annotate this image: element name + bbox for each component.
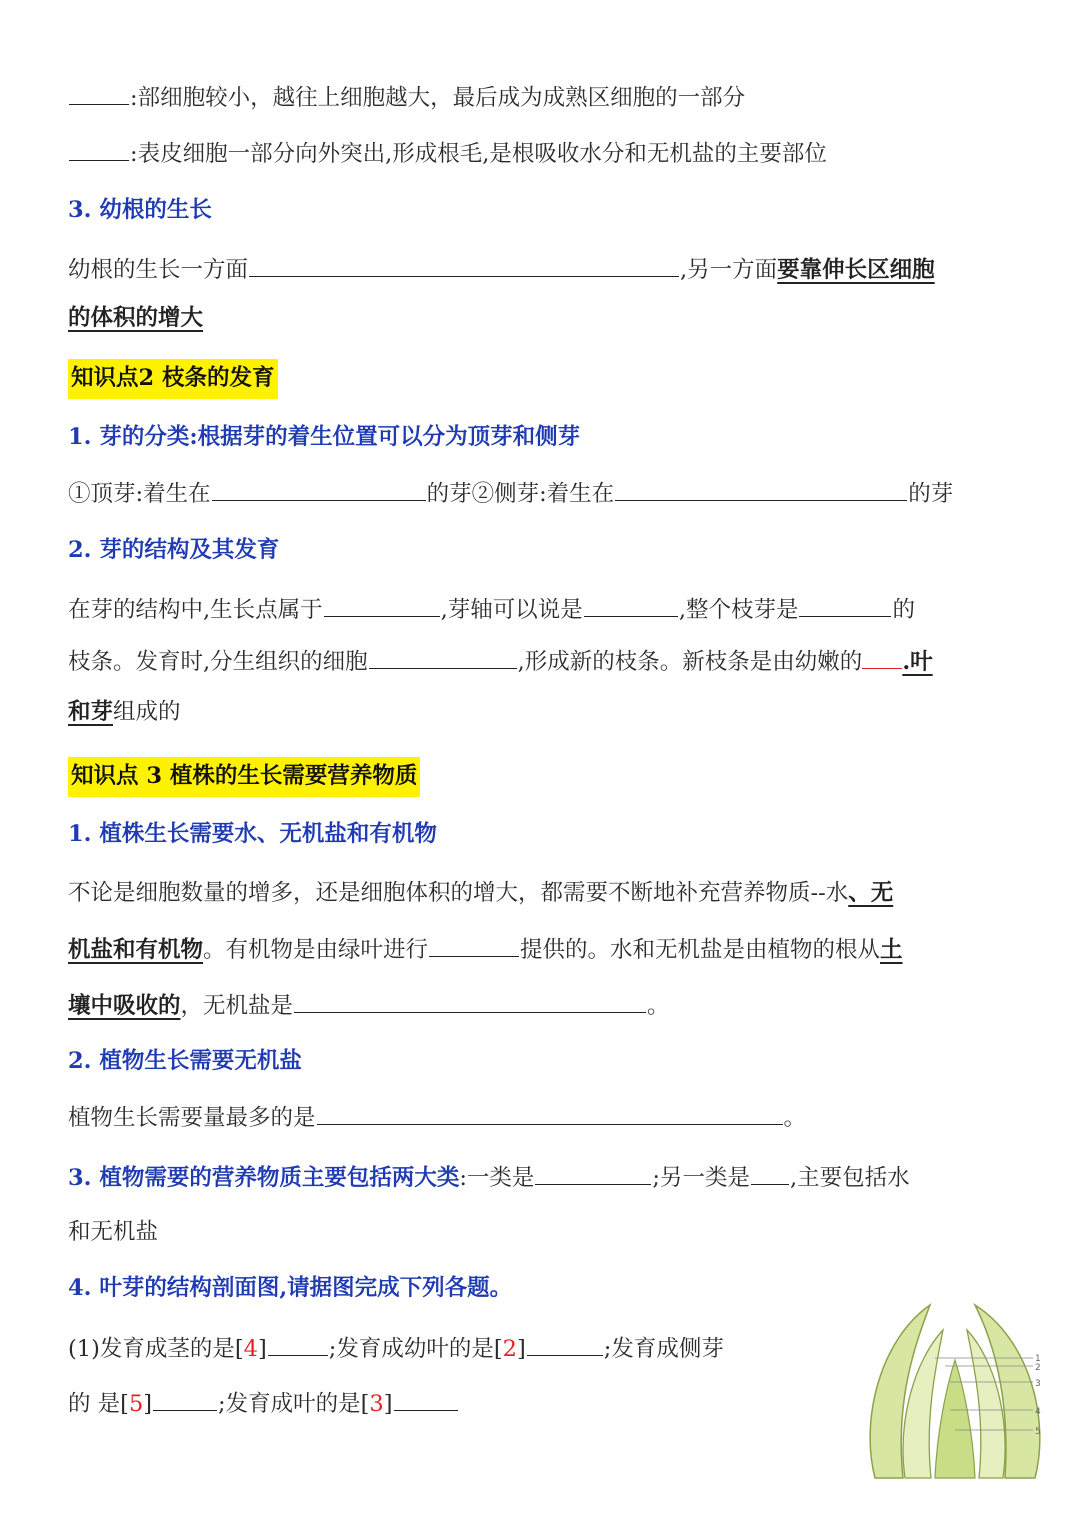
knowledge-point-title	[68, 761, 420, 791]
answer-blank[interactable]	[294, 990, 646, 1013]
line-text: 不论是细胞数量的增多，还是细胞体积的增大，都需要不断地补充营养物质--水	[68, 880, 849, 906]
text-line	[68, 990, 670, 1021]
answer-underlined: 壤中吸收的	[68, 993, 181, 1019]
answer-blank[interactable]	[615, 478, 907, 501]
answer-blank[interactable]	[535, 1162, 651, 1185]
answer-underlined: 要靠伸长区细胞	[777, 257, 935, 283]
answer-underlined: 土	[880, 937, 903, 963]
section-heading: 3. 幼根的生长	[68, 197, 212, 223]
line-text: ]	[383, 1391, 393, 1417]
highlighted-title: 知识点 3 植株的生长需要营养物质	[68, 757, 420, 797]
line-text: 。	[647, 993, 670, 1019]
line-text: :部细胞较小，越往上细胞越大，最后成为成熟区细胞的一部分	[130, 85, 746, 111]
answer-blank[interactable]	[527, 1333, 603, 1356]
answer-blank[interactable]	[69, 138, 129, 161]
line-text: ①顶芽:着生在	[68, 481, 211, 507]
line-text: 的芽	[908, 481, 954, 507]
answer-underlined: 、无	[848, 880, 894, 906]
line-text: 植物生长需要量最多的是	[68, 1105, 316, 1131]
text-line	[68, 478, 953, 509]
knowledge-point-title	[68, 363, 278, 393]
figure-label: 5	[1035, 1427, 1041, 1437]
text-line	[68, 303, 203, 333]
text-line	[68, 594, 915, 625]
line-text: ,形成新的枝条。新枝条是由幼嫩的	[517, 649, 863, 675]
text-line	[68, 1333, 724, 1364]
answer-underlined: .叶	[902, 649, 933, 675]
leaf-bud-diagram	[855, 1300, 1055, 1485]
answer-underlined: 机盐和有机物	[68, 937, 204, 963]
answer-blank[interactable]	[212, 478, 426, 501]
line-text: 的芽②侧芽:着生在	[426, 481, 615, 507]
text-line	[68, 934, 903, 965]
answer-number: 4	[243, 1336, 258, 1362]
text-line	[68, 1388, 459, 1419]
section-heading: 2. 植物生长需要无机盐	[68, 1048, 302, 1074]
text-line	[68, 1102, 806, 1133]
answer-blank[interactable]	[369, 646, 517, 669]
line-text: 的	[892, 597, 915, 623]
answer-blank[interactable]	[799, 594, 891, 617]
answer-blank[interactable]	[153, 1388, 217, 1411]
line-text: ，无机盐是	[180, 993, 294, 1019]
text-line	[68, 646, 933, 677]
section-heading: 2. 芽的结构及其发育	[68, 537, 280, 563]
line-text: 枝条。发育时,分生组织的细胞	[68, 649, 368, 675]
line-text: ,整个枝芽是	[678, 597, 799, 623]
line-text: 。有机物是由绿叶进行	[203, 937, 429, 963]
figure-label: 3	[1035, 1379, 1041, 1389]
figure-label: 4	[1035, 1407, 1041, 1417]
answer-blank[interactable]	[249, 254, 679, 277]
answer-number: 5	[128, 1391, 144, 1417]
figure-label: 1	[1035, 1354, 1041, 1364]
line-text: :表皮细胞一部分向外突出,形成根毛,是根吸收水分和无机盐的主要部位	[130, 141, 827, 167]
answer-blank[interactable]	[69, 82, 129, 105]
line-text: 提供的。水和无机盐是由植物的根从	[520, 937, 881, 963]
highlighted-title: 知识点2 枝条的发育	[68, 359, 278, 399]
answer-blank-red[interactable]	[862, 646, 902, 669]
text-line	[68, 254, 935, 285]
answer-blank[interactable]	[268, 1333, 328, 1356]
answer-blank[interactable]	[394, 1388, 458, 1411]
line-text: (1)发育成茎的是[	[68, 1336, 244, 1362]
line-text: 。	[783, 1105, 807, 1131]
text-line	[68, 82, 745, 113]
line-text: 的 是[	[68, 1391, 129, 1417]
line-text: ;发育成叶的是[	[218, 1391, 370, 1417]
line-text: ;发育成幼叶的是[	[328, 1336, 503, 1362]
line-text: ,主要包括水	[790, 1165, 910, 1191]
answer-blank[interactable]	[751, 1162, 789, 1185]
section-heading: 1. 芽的分类:根据芽的着生位置可以分为顶芽和侧芽	[68, 424, 581, 450]
line-text: ]	[143, 1391, 153, 1417]
section-heading: 4. 叶芽的结构剖面图,请据图完成下列各题。	[68, 1275, 513, 1301]
text-line	[68, 1162, 910, 1193]
answer-underlined: 和芽	[68, 699, 114, 725]
answer-underlined: 的体积的增大	[68, 305, 204, 331]
line-text: ,芽轴可以说是	[440, 597, 583, 623]
line-text: 幼根的生长一方面	[68, 257, 249, 283]
section-heading: 3. 植物需要的营养物质主要包括两大类	[68, 1165, 460, 1191]
figure-label: 2	[1035, 1363, 1041, 1373]
leaf-bud-illustration	[855, 1300, 1055, 1485]
line-text: ]	[257, 1336, 267, 1362]
line-text: ,另一方面	[680, 257, 778, 283]
answer-blank[interactable]	[584, 594, 678, 617]
answer-blank[interactable]	[317, 1102, 783, 1125]
answer-number: 3	[369, 1391, 384, 1417]
line-text: 在芽的结构中,生长点属于	[68, 597, 323, 623]
line-text: ;发育成侧芽	[603, 1336, 724, 1362]
line-text: :一类是	[459, 1165, 535, 1191]
section-heading: 1. 植株生长需要水、无机盐和有机物	[68, 821, 437, 847]
text-line	[68, 697, 181, 727]
line-text: 组成的	[113, 699, 181, 725]
answer-blank[interactable]	[429, 934, 519, 957]
answer-number: 2	[502, 1336, 517, 1362]
line-text: ;另一类是	[652, 1165, 751, 1191]
text-line	[68, 878, 893, 908]
line-text: ]	[516, 1336, 526, 1362]
text-line: 和无机盐	[68, 1219, 159, 1245]
answer-blank[interactable]	[324, 594, 440, 617]
text-line	[68, 138, 827, 169]
